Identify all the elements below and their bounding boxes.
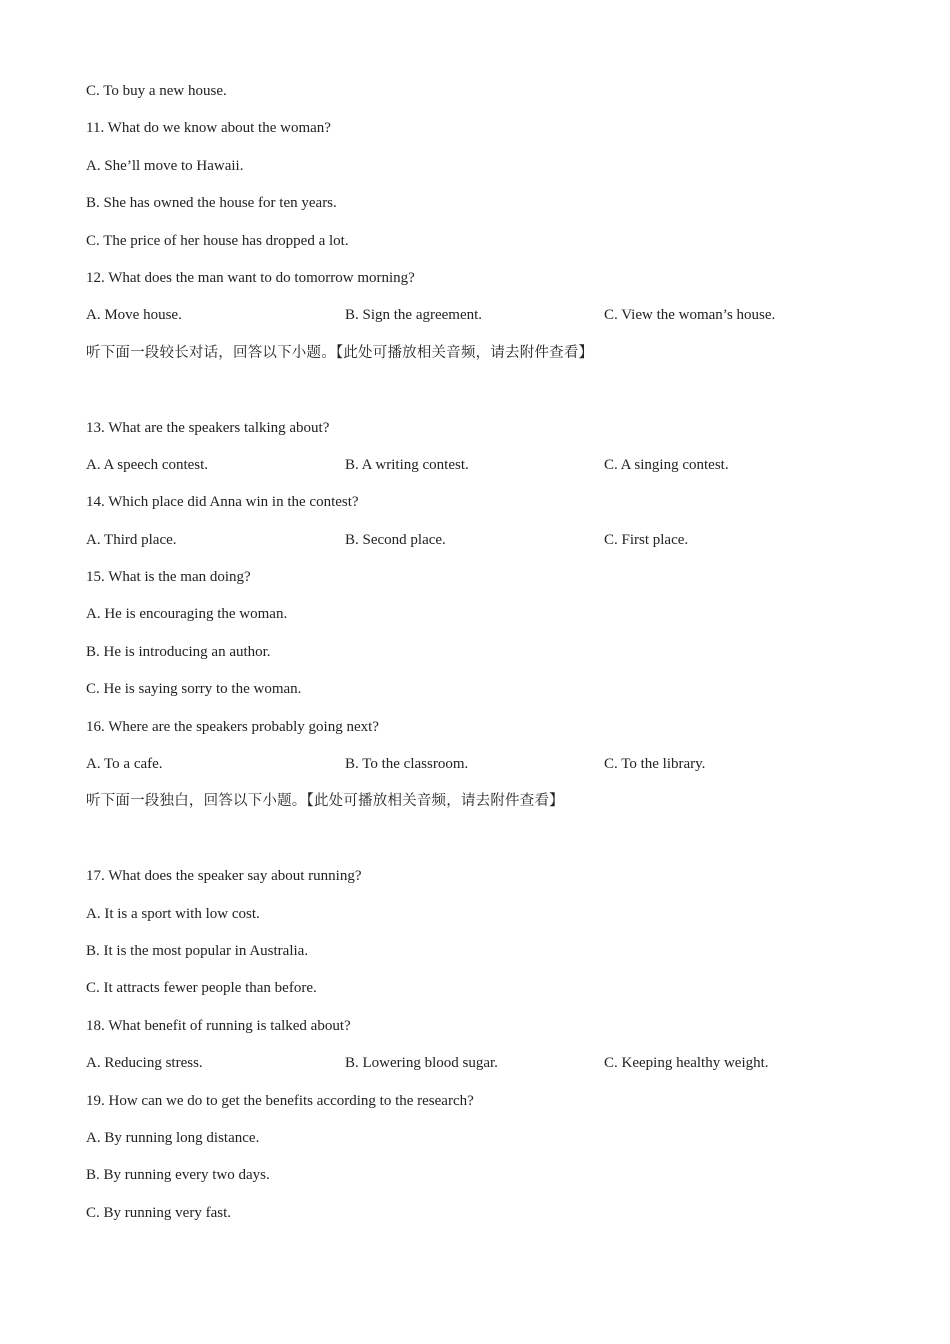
q11-option-c: C. The price of her house has dropped a lot. bbox=[86, 232, 349, 249]
q17-question: 17. What does the speaker say about running? bbox=[86, 868, 362, 885]
q13-option-c: C. A singing contest. bbox=[604, 456, 729, 473]
q19-option-b: B. By running every two days. bbox=[86, 1167, 270, 1184]
q14-question: 14. Which place did Anna win in the contest? bbox=[86, 494, 359, 511]
q12-option-b: B. Sign the agreement. bbox=[345, 307, 483, 324]
q15-question: 15. What is the man doing? bbox=[86, 569, 251, 586]
q15-option-a: A. He is encouraging the woman. bbox=[86, 606, 288, 623]
q19-option-c: C. By running very fast. bbox=[86, 1204, 231, 1221]
q12-options bbox=[86, 304, 886, 341]
q14-options bbox=[86, 529, 886, 566]
q11-option-b: B. She has owned the house for ten years. bbox=[86, 195, 337, 212]
q17-option-c: C. It attracts fewer people than before. bbox=[86, 980, 317, 997]
dialogue-instruction: 听下面一段较长对话，回答以下小题。【此处可播放相关音频，请去附件查看】 bbox=[86, 344, 594, 361]
spacer bbox=[86, 828, 886, 865]
q18-option-c: C. Keeping healthy weight. bbox=[604, 1055, 769, 1072]
spacer bbox=[86, 379, 886, 416]
q14-option-b: B. Second place. bbox=[345, 531, 446, 548]
q16-question: 16. Where are the speakers probably going next? bbox=[86, 718, 379, 735]
q16-option-a: A. To a cafe. bbox=[86, 756, 163, 773]
q18-option-a: A. Reducing stress. bbox=[86, 1055, 203, 1072]
q11-question: 11. What do we know about the woman? bbox=[86, 120, 331, 137]
q15-option-c: C. He is saying sorry to the woman. bbox=[86, 681, 302, 698]
q13-options bbox=[86, 454, 886, 491]
q19-question: 19. How can we do to get the benefits according to the research? bbox=[86, 1092, 474, 1109]
q14-option-a: A. Third place. bbox=[86, 531, 177, 548]
monologue-instruction: 听下面一段独白，回答以下小题。【此处可播放相关音频，请去附件查看】 bbox=[86, 793, 564, 810]
q18-options bbox=[86, 1052, 886, 1089]
exam-page bbox=[86, 80, 886, 1239]
q12-option-c: C. View the woman’s house. bbox=[604, 307, 776, 324]
q16-option-b: B. To the classroom. bbox=[345, 756, 469, 773]
q15-option-b: B. He is introducing an author. bbox=[86, 643, 271, 660]
q12-option-a: A. Move house. bbox=[86, 307, 182, 324]
q19-option-a: A. By running long distance. bbox=[86, 1129, 260, 1146]
q17-option-b: B. It is the most popular in Australia. bbox=[86, 942, 309, 959]
q13-option-a: A. A speech contest. bbox=[86, 456, 209, 473]
q16-options bbox=[86, 753, 886, 790]
q18-option-b: B. Lowering blood sugar. bbox=[345, 1055, 498, 1072]
q14-option-c: C. First place. bbox=[604, 531, 689, 548]
q10-option-c: C. To buy a new house. bbox=[86, 83, 227, 99]
q18-question: 18. What benefit of running is talked about? bbox=[86, 1017, 351, 1034]
q12-question: 12. What does the man want to do tomorrow morning? bbox=[86, 269, 415, 286]
q13-option-b: B. A writing contest. bbox=[345, 456, 469, 473]
q11-option-a: A. She’ll move to Hawaii. bbox=[86, 157, 244, 174]
q13-question: 13. What are the speakers talking about? bbox=[86, 419, 330, 436]
q16-option-c: C. To the library. bbox=[604, 756, 706, 773]
q17-option-a: A. It is a sport with low cost. bbox=[86, 905, 260, 922]
